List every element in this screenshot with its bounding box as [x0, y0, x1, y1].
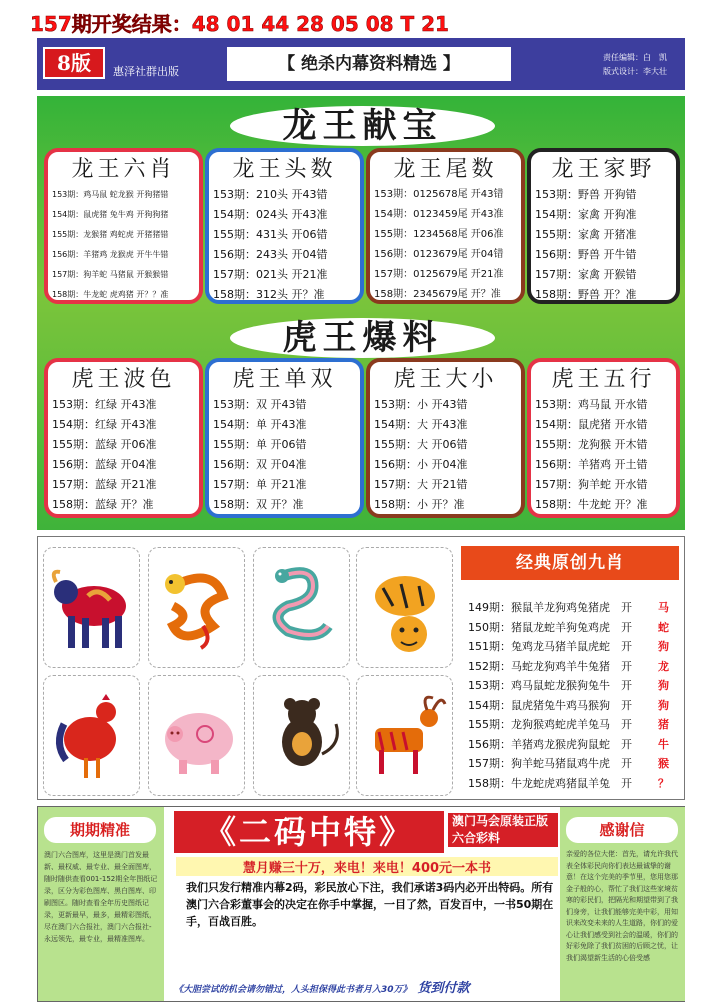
ox-icon: [48, 556, 137, 661]
nine-zodiac-title: 经典原创九肖: [461, 546, 679, 580]
edition-badge: 8版: [43, 47, 105, 79]
zodiac-tile: [253, 547, 350, 668]
card-row: 157期：狗羊蛇 马猪鼠 开猴猴错: [52, 270, 169, 279]
card-row: 154期：0123459尾 开43准: [374, 209, 504, 220]
card-row: 153期：双 开43错: [213, 398, 307, 411]
row-text: 155期：龙狗猴鸡蛇虎羊兔马 开: [468, 718, 632, 731]
row-text: 158期：牛龙蛇虎鸡猪鼠羊兔 开: [468, 776, 632, 790]
card-tiger-big-small: [366, 358, 525, 518]
card-row: 158期：双 开？准: [213, 498, 304, 511]
card-row: 158期：小 开？准: [374, 498, 465, 511]
card-title: 龙王家野: [551, 157, 656, 182]
card-row: 153期：红绿 开43准: [52, 398, 157, 411]
advert-body: 我们只发行精准内幕2码，彩民放心下注，我们承诺3码内必开出特码。所有澳门六合彩董事会的决定在你手中掌握，一目了然，百发百中，一书50期在手，百战百胜。: [186, 881, 554, 928]
card-row: 158期：2345679尾 开？准: [374, 289, 501, 300]
slogan: 慧月赚三十万，来电！来电！400元一本书: [176, 857, 558, 876]
card-dragon-head-number: [205, 148, 364, 304]
card-row: 155期：431头 开06错: [213, 228, 328, 241]
list-item: [468, 598, 678, 618]
card-title: 龙王尾数: [393, 157, 498, 182]
row-text: 156期：羊猪鸡龙猴虎狗鼠蛇 开: [468, 737, 632, 751]
card-row: 153期：小 开43错: [374, 398, 468, 411]
card-row: 155期：蓝绿 开06准: [52, 438, 157, 451]
section-subtitle: 【 绝杀内幕资料精选 】: [227, 47, 511, 81]
card-title: 龙王六肖: [71, 157, 176, 182]
list-item: [468, 676, 678, 696]
right-column: [560, 807, 685, 1001]
row-text: 154期：鼠虎猪兔牛鸡马猴狗 开: [468, 698, 632, 712]
dragon-icon: [153, 556, 242, 661]
row-answer: 龙: [658, 659, 669, 673]
zodiac-tile: [43, 675, 140, 796]
row-text: 152期：马蛇龙狗鸡羊牛兔猪 开: [468, 659, 632, 673]
row-answer: 猪: [658, 718, 669, 731]
nine-zodiac-list: [468, 598, 678, 793]
row-answer: 猴: [658, 757, 669, 770]
row-answer: 蛇: [658, 620, 669, 634]
zodiac-tile: [148, 675, 245, 796]
card-title: 虎王单双: [232, 367, 337, 392]
credits: [603, 51, 667, 79]
left-column: [38, 807, 164, 1001]
card-row: 157期：狗羊蛇 开水错: [535, 478, 648, 491]
list-item: [468, 637, 678, 657]
page-header: [37, 38, 685, 90]
card-row: 158期：蓝绿 开？准: [52, 498, 154, 511]
editor-credit: 责任编辑：白 凯: [603, 53, 667, 62]
card-row: 157期：021头 开21准: [213, 268, 328, 281]
card-row: 153期：鸡马鼠 开水错: [535, 398, 648, 411]
row-answer: ？: [658, 776, 669, 790]
card-row: 158期：牛龙蛇 开？准: [535, 498, 648, 511]
card-row: 154期：鼠虎猪 兔牛鸡 开狗狗猪: [52, 210, 169, 219]
card-dragon-tail-number: [366, 148, 525, 304]
footer-text: 《大胆尝试的机会请勿错过，人头担保得此书者月入30万》: [174, 985, 412, 995]
row-answer: 牛: [658, 737, 669, 751]
row-text: 149期：猴鼠羊龙狗鸡兔猪虎 开: [468, 601, 632, 614]
card-row: 156期：羊猪鸡 龙猴虎 开牛牛错: [52, 250, 169, 259]
card-row: 155期：大 开06错: [374, 438, 468, 451]
card-row: 155期：龙猴猪 鸡蛇虎 开猪猪错: [52, 230, 169, 239]
list-item: [468, 774, 678, 794]
card-title: 虎王波色: [71, 367, 176, 392]
zodiac-tile: [356, 675, 453, 796]
card-row: 155期：1234568尾 开06准: [374, 229, 504, 240]
rooster-icon: [48, 684, 137, 789]
card-tiger-odd-even: [205, 358, 364, 518]
card-row: 157期：家禽 开猴错: [535, 268, 637, 281]
cash-on-delivery: 货到付款: [417, 981, 470, 996]
list-item: [468, 618, 678, 638]
goat-icon: [361, 684, 450, 789]
list-item: [468, 715, 678, 735]
card-row: 156期：243头 开04错: [213, 248, 328, 261]
card-row: 153期：鸡马鼠 蛇龙猴 开狗猪错: [52, 190, 169, 199]
card-dragon-six-zodiac: [44, 148, 203, 304]
left-column-title: 期期精准: [44, 817, 156, 843]
tiger-banner: 虎王爆料: [230, 318, 495, 358]
card-row: 153期：210头 开43错: [213, 188, 328, 201]
card-row: 155期：单 开06错: [213, 438, 307, 451]
card-title: 虎王五行: [551, 367, 656, 392]
card-row: 156期：小 开04准: [374, 458, 468, 471]
card-dragon-home-wild: [527, 148, 680, 304]
card-row: 156期：野兽 开牛错: [535, 248, 637, 261]
card-row: 157期：0125679尾 开21准: [374, 269, 504, 280]
card-row: 154期：鼠虎猪 开水错: [535, 418, 648, 431]
card-row: 157期：蓝绿 开21准: [52, 478, 157, 491]
bottom-advert: [37, 806, 685, 1002]
publisher-label: 惠泽社群出版: [113, 65, 179, 78]
zodiac-tile: [43, 547, 140, 668]
card-row: 153期：野兽 开狗错: [535, 188, 637, 201]
row-answer: 狗: [658, 698, 669, 712]
row-text: 153期：鸡马鼠蛇龙猴狗兔牛 开: [468, 679, 632, 692]
zodiac-tile: [148, 547, 245, 668]
zodiac-tile: [356, 547, 453, 668]
dragon-banner: 龙王献宝: [230, 106, 495, 146]
card-row: 156期：蓝绿 开04准: [52, 458, 157, 471]
card-row: 157期：单 开21准: [213, 478, 307, 491]
card-row: 154期：家禽 开狗准: [535, 208, 637, 221]
list-item: [468, 696, 678, 716]
row-answer: 狗: [658, 640, 669, 653]
side-note: 澳门马会原装正版六合彩料: [448, 813, 558, 847]
row-text: 151期：兔鸡龙马猪羊鼠虎蛇 开: [468, 640, 632, 653]
pig-icon: [153, 684, 242, 789]
designer-credit: 版式设计：李大壮: [603, 67, 667, 76]
rat-icon: [258, 684, 347, 789]
card-row: 154期：红绿 开43准: [52, 418, 157, 431]
card-tiger-five-elements: [527, 358, 680, 518]
card-row: 155期：龙狗猴 开木错: [535, 438, 648, 451]
card-row: 158期：312头 开？准: [213, 288, 325, 301]
thank-you-title: 感谢信: [566, 817, 678, 843]
row-answer: 马: [658, 601, 669, 614]
card-row: 158期：牛龙蛇 虎鸡猪 开？？准: [52, 290, 169, 299]
card-row: 153期：0125678尾 开43错: [374, 189, 504, 200]
card-title: 虎王大小: [393, 367, 498, 392]
left-column-text: 澳门六合图库，这里是澳门首发最新、最权威、最专业、最全面图库，随时随供查看001-152期全年图纸记录，区分为彩色图库、黑白图库、印刷图区。随时查看全年历史图纸记录，更新最早，最多，最精彩图纸，尽在澳门六合报社，澳门六合报社-永远领先，最专业，最精准图库。: [44, 851, 158, 943]
card-row: 154期：大 开43准: [374, 418, 468, 431]
card-row: 158期：野兽 开？准: [535, 288, 637, 301]
zodiac-panel: [37, 536, 685, 800]
advert-footer: [174, 977, 558, 996]
card-row: 156期：双 开04准: [213, 458, 307, 471]
list-item: [468, 735, 678, 755]
thank-you-text: 亲爱的各位大佬：首先，请允许我代表全体彩民向你们表达最诚挚的谢意！在这个完美的季节里，您用您那金子般的心，帮忙了我们这些家境贫寒的彩民们，把隔光和期望带到了我们身旁，让我们能够完美中彩，用知识来改变未来的人生道路，你们的爱心让我们感受到社会的温暖，你们的好彩免除了我们贫困的后顾之忧，让我们渴望新生活的心倍受感: [566, 850, 678, 962]
two-code-banner: 《二码中特》: [174, 811, 444, 853]
zodiac-tile: [253, 675, 350, 796]
row-text: 150期：猪鼠龙蛇羊狗兔鸡虎 开: [468, 620, 632, 634]
card-row: 155期：家禽 开猪准: [535, 228, 637, 241]
card-row: 154期：单 开43准: [213, 418, 307, 431]
card-tiger-wave-color: [44, 358, 203, 518]
row-text: 157期：狗羊蛇马猪鼠鸡牛虎 开: [468, 757, 632, 770]
row-answer: 狗: [658, 679, 669, 692]
list-item: [468, 657, 678, 677]
card-row: 157期：大 开21错: [374, 478, 468, 491]
tiger-icon: [361, 556, 450, 661]
card-row: 154期：024头 开43准: [213, 208, 328, 221]
list-item: [468, 754, 678, 774]
card-title: 龙王头数: [232, 157, 337, 182]
card-row: 156期：0123679尾 开04错: [374, 249, 504, 260]
snake-icon: [258, 556, 347, 661]
draw-result-line: 157期开奖结果：48 01 44 28 05 08 T 21: [30, 12, 449, 36]
card-row: 156期：羊猪鸡 开土错: [535, 458, 648, 471]
